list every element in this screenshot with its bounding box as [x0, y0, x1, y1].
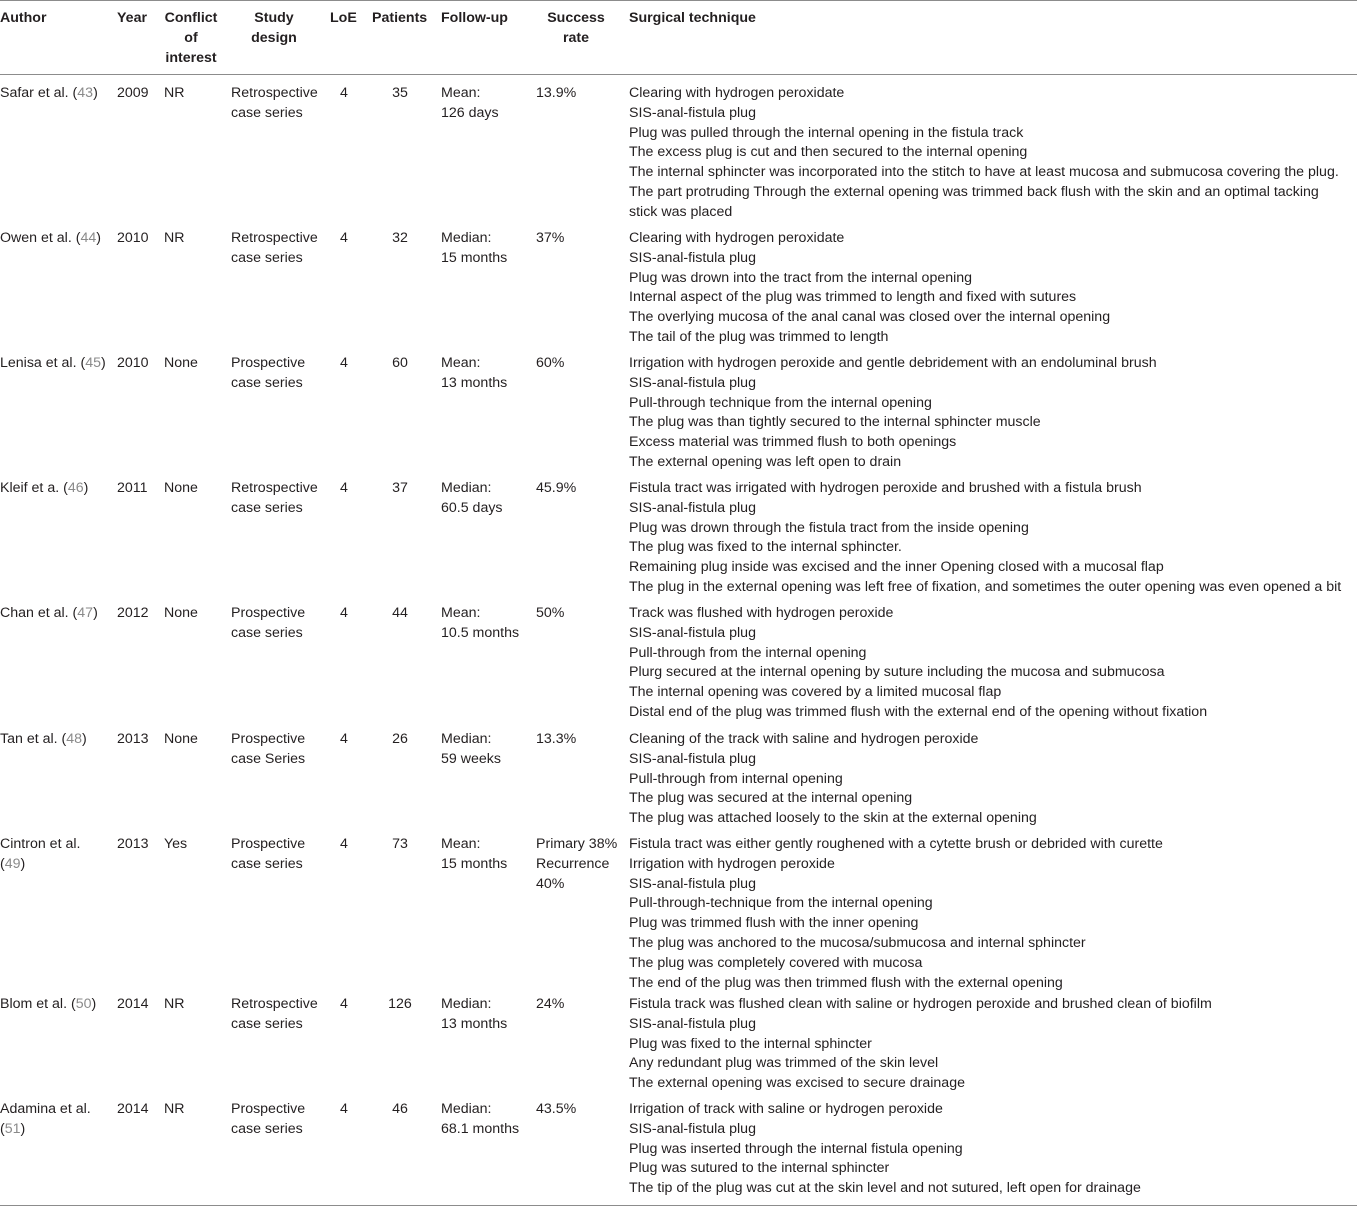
loe-cell: 4	[340, 605, 348, 621]
author-line	[0, 229, 101, 249]
success-line: 50%	[536, 605, 565, 621]
header-loe: LoE	[330, 10, 357, 26]
author-cell	[0, 995, 96, 1015]
design-line: case series	[231, 104, 303, 121]
technique-line: Fistula tract was irrigated with hydrogen peroxide and brushed with a fistula brush	[629, 480, 1142, 496]
technique-line: Cleaning of the track with saline and hydrogen peroxide	[629, 731, 979, 747]
author-line	[0, 835, 80, 855]
technique-cell	[629, 354, 1157, 473]
followup-line: Mean:	[441, 836, 481, 852]
followup-line: 15 months	[441, 855, 508, 872]
header-design	[240, 9, 308, 49]
success-line: 37%	[536, 230, 565, 246]
reference-link[interactable]: 48	[66, 731, 83, 747]
technique-line: Irrigation with hydrogen peroxide	[629, 855, 835, 872]
loe-cell: 4	[340, 836, 348, 852]
author-name: Adamina et al.	[0, 1101, 91, 1117]
patients-cell: 37	[392, 480, 408, 496]
design-cell	[231, 479, 318, 519]
technique-line: Clearing with hydrogen peroxidate	[629, 230, 845, 246]
followup-line: Median:	[441, 996, 492, 1012]
author-paren: )	[93, 85, 98, 101]
followup-line: Mean:	[441, 355, 481, 371]
technique-line: The plug was anchored to the mucosa/submucosa and internal sphincter	[629, 934, 1086, 951]
technique-line: Plug was trimmed flush with the inner opening	[629, 915, 919, 932]
year-cell: 2013	[117, 836, 149, 852]
header-patients: Patients	[372, 10, 428, 26]
design-line: case series	[231, 249, 303, 266]
followup-cell	[441, 835, 507, 875]
technique-line: Remaining plug inside was excised and the inner Opening closed with a mucosal flap	[629, 559, 1164, 576]
loe-cell: 4	[340, 480, 348, 496]
success-cell	[536, 229, 564, 249]
year-cell: 2014	[117, 1101, 149, 1117]
success-line: 60%	[536, 355, 565, 371]
technique-line: Fistula track was flushed clean with saline or hydrogen peroxide and brushed clean of biofilm	[629, 996, 1212, 1012]
conflict-cell: None	[164, 480, 198, 496]
success-line: 24%	[536, 996, 565, 1012]
technique-line: SIS-anal-fistula plug	[629, 875, 756, 892]
success-line: 45.9%	[536, 480, 577, 496]
success-cell	[536, 835, 617, 894]
design-line: Retrospective	[231, 996, 318, 1012]
header-success	[540, 9, 612, 49]
author-cell	[0, 479, 88, 499]
followup-line: 15 months	[441, 249, 508, 266]
technique-line: Irrigation of track with saline or hydrogen peroxide	[629, 1101, 943, 1117]
success-cell	[536, 1100, 576, 1120]
author-paren: )	[96, 230, 101, 246]
technique-line: Distal end of the plug was trimmed flush with the external end of the opening without fixation	[629, 703, 1208, 720]
patients-cell: 26	[392, 731, 408, 747]
reference-link[interactable]: 47	[77, 605, 94, 621]
technique-line: The tip of the plug was cut at the skin level and not sutured, left open for drainage	[629, 1180, 1141, 1197]
header-design-line: Study	[254, 10, 294, 26]
author-cell	[0, 229, 101, 249]
year-cell: 2009	[117, 85, 149, 101]
design-line: case series	[231, 1015, 303, 1032]
success-line: 13.3%	[536, 731, 577, 747]
author-name: (	[0, 1120, 5, 1137]
success-cell	[536, 604, 564, 624]
followup-line: Median:	[441, 230, 492, 246]
author-paren: )	[20, 1120, 26, 1137]
design-line: Prospective	[231, 731, 306, 747]
followup-line: 10.5 months	[441, 624, 520, 641]
design-line: Retrospective	[231, 85, 318, 101]
design-cell	[231, 84, 318, 124]
technique-line: The external opening was left open to drain	[629, 453, 902, 470]
followup-line: 13 months	[441, 1015, 508, 1032]
technique-line: The part protruding Through the external opening was trimmed back flush with the skin and an optimal tacking	[629, 183, 1319, 200]
author-cell	[0, 730, 87, 750]
technique-line: The plug was attached loosely to the skin at the external opening	[629, 810, 1037, 827]
success-line: Primary 38%	[536, 836, 618, 852]
top-rule	[0, 0, 1357, 1]
loe-cell: 4	[340, 230, 348, 246]
technique-line: Pull-through from the internal opening	[629, 644, 867, 661]
success-cell	[536, 479, 576, 499]
followup-line: 13 months	[441, 374, 508, 391]
author-cell	[0, 84, 98, 104]
design-line: case series	[231, 499, 303, 516]
year-cell: 2014	[117, 996, 149, 1012]
design-cell	[231, 354, 305, 394]
author-paren: )	[100, 355, 106, 371]
followup-cell	[441, 730, 501, 770]
followup-cell	[441, 84, 499, 124]
followup-line: Mean:	[441, 85, 481, 101]
conflict-cell: None	[164, 731, 198, 747]
author-name: Tan et al. (	[0, 731, 67, 747]
author-name: Cintron et al.	[0, 836, 81, 852]
technique-cell	[629, 229, 1110, 348]
header-technique: Surgical technique	[629, 10, 756, 26]
patients-cell: 44	[392, 605, 408, 621]
conflict-cell: None	[164, 355, 198, 371]
author-name: Blom et al. (	[0, 996, 76, 1012]
technique-line: Plug was inserted through the internal fistula opening	[629, 1140, 963, 1157]
header-rule	[0, 74, 1357, 75]
technique-line: Irrigation with hydrogen peroxide and gentle debridement with an endoluminal brush	[629, 355, 1157, 371]
technique-line: The external opening was excised to secure drainage	[629, 1075, 965, 1092]
author-line	[0, 995, 96, 1015]
author-name: (	[0, 855, 5, 872]
technique-line: Clearing with hydrogen peroxidate	[629, 85, 845, 101]
followup-cell	[441, 229, 507, 269]
technique-line: Fistula tract was either gently roughened with a cytette brush or debrided with curette	[629, 836, 1163, 852]
author-name: Chan et al. (	[0, 605, 78, 621]
author-line	[0, 354, 106, 374]
author-name: Lenisa et al. (	[0, 355, 86, 371]
author-line	[0, 1100, 91, 1120]
followup-line: 68.1 months	[441, 1120, 520, 1137]
year-cell: 2012	[117, 605, 149, 621]
technique-line: Internal aspect of the plug was trimmed to length and fixed with sutures	[629, 289, 1077, 306]
technique-line: SIS-anal-fistula plug	[629, 499, 756, 516]
technique-cell	[629, 730, 1037, 829]
author-name: Owen et al. (	[0, 230, 81, 246]
header-conflict-line: Conflict	[164, 10, 218, 26]
technique-line: Excess material was trimmed flush to both openings	[629, 434, 957, 451]
author-paren: )	[93, 605, 98, 621]
followup-line: Median:	[441, 731, 492, 747]
header-year: Year	[117, 10, 147, 26]
technique-line: The plug in the external opening was left free of fixation, and sometimes the outer opening was even opened a bit	[629, 578, 1342, 595]
design-line: Retrospective	[231, 480, 318, 496]
author-name: Kleif et a. (	[0, 480, 68, 496]
success-cell	[536, 730, 576, 750]
design-line: Retrospective	[231, 230, 318, 246]
author-paren: )	[82, 731, 87, 747]
reference-link[interactable]: 49	[4, 855, 21, 872]
technique-line: The internal opening was covered by a limited mucosal flap	[629, 684, 1002, 701]
patients-cell: 60	[392, 355, 408, 371]
technique-line: Plug was pulled through the internal opening in the fistula track	[629, 124, 1024, 141]
design-cell	[231, 604, 305, 644]
header-success-line: rate	[562, 29, 590, 46]
loe-cell: 4	[340, 996, 348, 1012]
technique-line: Plug was drown through the fistula tract from the inside opening	[629, 519, 1029, 536]
success-cell	[536, 995, 564, 1015]
reference-link[interactable]: 44	[80, 230, 97, 246]
author-line	[0, 730, 87, 750]
success-line: Recurrence	[536, 855, 610, 872]
loe-cell: 4	[340, 85, 348, 101]
year-cell: 2010	[117, 355, 149, 371]
conflict-cell: None	[164, 605, 198, 621]
patients-cell: 32	[392, 230, 408, 246]
design-cell	[231, 229, 318, 269]
design-cell	[231, 835, 305, 875]
header-followup: Follow-up	[441, 10, 508, 26]
reference-link[interactable]: 43	[77, 85, 94, 101]
followup-line: 126 days	[441, 104, 499, 121]
design-cell	[231, 1100, 305, 1140]
followup-line: Mean:	[441, 605, 481, 621]
header-author: Author	[0, 10, 47, 26]
year-cell: 2010	[117, 230, 149, 246]
technique-line: Any redundant plug was trimmed of the skin level	[629, 1055, 939, 1072]
author-line	[0, 1120, 91, 1140]
conflict-cell: Yes	[164, 836, 188, 852]
technique-line: The end of the plug was then trimmed flush with the external opening	[629, 974, 1063, 991]
technique-line: Track was flushed with hydrogen peroxide	[629, 605, 894, 621]
year-cell: 2013	[117, 731, 149, 747]
author-line	[0, 604, 98, 624]
technique-line: The tail of the plug was trimmed to length	[629, 328, 889, 345]
technique-line: SIS-anal-fistula plug	[629, 624, 756, 641]
followup-cell	[441, 354, 507, 394]
technique-line: Pull-through technique from the internal opening	[629, 394, 932, 411]
technique-line: Pull-through from internal opening	[629, 770, 843, 787]
technique-line: The internal sphincter was incorporated into the stitch to have at least mucosa and submucosa covering the plug.	[629, 164, 1339, 181]
followup-line: Median:	[441, 1101, 492, 1117]
followup-cell	[441, 604, 519, 644]
header-conflict-line: interest	[165, 49, 217, 66]
loe-cell: 4	[340, 1101, 348, 1117]
followup-line: 59 weeks	[441, 750, 501, 767]
reference-link[interactable]: 50	[75, 996, 92, 1012]
design-line: case series	[231, 855, 303, 872]
technique-line: Plug was fixed to the internal sphincter	[629, 1035, 872, 1052]
header-conflict-line: of	[184, 29, 198, 46]
technique-line: The excess plug is cut and then secured to the internal opening	[629, 144, 1028, 161]
header-conflict	[159, 9, 223, 68]
patients-cell: 46	[392, 1101, 408, 1117]
author-line	[0, 855, 80, 875]
technique-cell	[629, 995, 1212, 1094]
author-paren: )	[20, 855, 26, 872]
patients-cell: 35	[392, 85, 408, 101]
design-line: case series	[231, 374, 303, 391]
technique-cell	[629, 604, 1207, 723]
year-cell: 2011	[117, 480, 148, 496]
success-line: 13.9%	[536, 85, 577, 101]
design-line: case series	[231, 1120, 303, 1137]
success-line: 40%	[536, 875, 565, 892]
bottom-rule	[0, 1205, 1357, 1206]
conflict-cell: NR	[164, 85, 185, 101]
technique-line: Plurg secured at the internal opening by suture including the mucosa and submucosa	[629, 664, 1165, 681]
followup-cell	[441, 479, 503, 519]
technique-cell	[629, 479, 1341, 598]
followup-line: 60.5 days	[441, 499, 503, 516]
author-paren: )	[83, 480, 89, 496]
technique-line: SIS-anal-fistula plug	[629, 1120, 756, 1137]
reference-link[interactable]: 46	[67, 480, 84, 496]
patients-cell: 126	[388, 996, 412, 1012]
success-cell	[536, 84, 576, 104]
technique-line: The plug was secured at the internal opening	[629, 790, 913, 807]
technique-line: The plug was fixed to the internal sphincter.	[629, 539, 902, 556]
technique-line: SIS-anal-fistula plug	[629, 750, 756, 767]
author-cell	[0, 604, 98, 624]
author-cell	[0, 1100, 91, 1140]
technique-line: Pull-through-technique from the internal opening	[629, 895, 933, 912]
technique-line: The plug was completely covered with mucosa	[629, 954, 923, 971]
technique-line: The overlying mucosa of the anal canal was closed over the internal opening	[629, 309, 1111, 326]
author-line	[0, 84, 98, 104]
design-line: Prospective	[231, 355, 306, 371]
design-cell	[231, 730, 305, 770]
author-name: Safar et al. (	[0, 85, 78, 101]
technique-line: The plug was than tightly secured to the internal sphincter muscle	[629, 414, 1041, 431]
conflict-cell: NR	[164, 1101, 185, 1117]
conflict-cell: NR	[164, 996, 185, 1012]
technique-cell	[629, 835, 1163, 993]
reference-link[interactable]: 51	[4, 1120, 21, 1137]
design-line: case series	[231, 624, 303, 641]
design-line: case Series	[231, 750, 306, 767]
technique-line: SIS-anal-fistula plug	[629, 374, 756, 391]
success-cell	[536, 354, 564, 374]
loe-cell: 4	[340, 731, 348, 747]
author-cell	[0, 835, 80, 875]
followup-cell	[441, 995, 507, 1035]
author-cell	[0, 354, 106, 374]
technique-cell	[629, 84, 1339, 223]
header-success-line: Success	[547, 10, 605, 26]
design-line: Prospective	[231, 836, 306, 852]
author-paren: )	[91, 996, 97, 1012]
conflict-cell: NR	[164, 230, 185, 246]
patients-cell: 73	[392, 836, 408, 852]
technique-line: SIS-anal-fistula plug	[629, 249, 756, 266]
design-line: Prospective	[231, 1101, 306, 1117]
author-line	[0, 479, 88, 499]
followup-cell	[441, 1100, 519, 1140]
header-design-line: design	[251, 29, 297, 46]
success-line: 43.5%	[536, 1101, 577, 1117]
technique-line: Plug was drown into the tract from the internal opening	[629, 269, 973, 286]
technique-line: SIS-anal-fistula plug	[629, 104, 756, 121]
technique-line: SIS-anal-fistula plug	[629, 1015, 756, 1032]
design-line: Prospective	[231, 605, 306, 621]
technique-line: Plug was sutured to the internal sphincter	[629, 1160, 890, 1177]
reference-link[interactable]: 45	[85, 355, 101, 371]
followup-line: Median:	[441, 480, 492, 496]
technique-cell	[629, 1100, 1141, 1199]
loe-cell: 4	[340, 355, 348, 371]
design-cell	[231, 995, 318, 1035]
technique-line: stick was placed	[629, 203, 733, 220]
